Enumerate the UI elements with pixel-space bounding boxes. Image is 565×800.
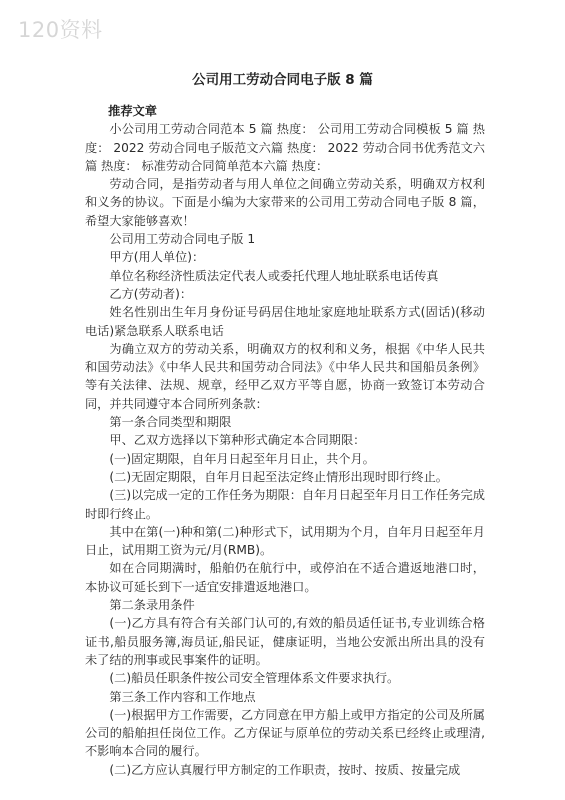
party-b-label: 乙方(劳动者)： (109, 286, 193, 301)
extension-paragraph: 如在合同期满时，船舶仍在航行中，或停泊在不适合遣返地港口时，本协议可延长到下一适宜安排遣返地港口。 (85, 561, 485, 594)
party-b-fields: 姓名性别出生年月身份证号码居住地址家庭地址联系方式(固话)(移动电话)紧急联系人联系电话 (85, 305, 485, 338)
party-a-label: 甲方(用人单位)： (109, 250, 205, 265)
article-1-heading: 第一条合同类型和期限 (109, 415, 232, 430)
article-1-intro: 甲、乙双方选择以下第种形式确定本合同期限： (109, 433, 366, 448)
party-a-fields: 单位名称经济性质法定代表人或委托代理人地址联系电话传真 (109, 268, 439, 283)
contract-subtitle: 公司用工劳动合同电子版 1 (109, 232, 256, 247)
article-3-heading: 第三条工作内容和工作地点 (109, 689, 256, 704)
article-1-item-3: (三)以完成一定的工作任务为期限：自年月日起至年月日工作任务完成时即行终止。 (85, 488, 485, 521)
intro-paragraph: 劳动合同，是指劳动者与用人单位之间确立劳动关系，明确双方权利和义务的协议。下面是小编为大家带来的公司用工劳动合同电子版 8 篇，希望大家能够喜欢！ (85, 177, 485, 228)
article-2-item-2: (二)船员任职条件按公司安全管理体系文件要求执行。 (109, 671, 400, 686)
watermark-logo: 120资料 (18, 18, 103, 42)
document-title: 公司用工劳动合同电子版 8 篇 (192, 72, 373, 88)
article-1-item-1: (一)固定期限，自年月日起至年月日止，共个月。 (109, 451, 375, 466)
probation-paragraph: 其中在第(一)种和第(二)种形式下，试用期为个月，自年月日起至年月日止，试用期工资为元/月(RMB)。 (85, 524, 485, 558)
article-1-item-2: (二)无固定期限，自年月日起至法定终止情形出现时即行终止。 (109, 469, 448, 484)
article-2-item-1: (一)乙方具有符合有关部门认可的,有效的船员适任证书,专业训练合格证书,船员服务簿,海员证,船民证，健康证明，当地公安派出所出具的没有未了结的刑事或民事案件的证明。 (85, 616, 485, 667)
document-body (85, 102, 485, 779)
article-2-heading: 第二条录用条件 (109, 598, 195, 613)
article-3-item-2: (二)乙方应认真履行甲方制定的工作职责，按时、按质、按量完成 (109, 762, 461, 777)
article-3-item-1: (一)根据甲方工作需要，乙方同意在甲方船上或甲方指定的公司及所属公司的船舶担任岗位工作。乙方保证与原单位的劳动关系已经终止或理清,不影响本合同的履行。 (85, 707, 485, 759)
preamble-paragraph: 为确立双方的劳动关系，明确双方的权利和义务，根据《中华人民共和国劳动法》《中华人民共和国劳动合同法》《中华人民共和国船员条例》等有关法律、法规、规章，经甲乙双方平等自愿，协商一致签订本劳动合同，并共同遵守本合同所列条款： (85, 341, 485, 411)
recommended-heading: 推荐文章 (108, 104, 157, 118)
recommended-links-paragraph: 小公司用工劳动合同范本 5 篇 热度： 公司用工劳动合同模板 5 篇 热度： 2022 劳动合同电子版范文六篇 热度： 2022 劳动合同书优秀范文六篇 热度： 标准劳动合同简单范本六篇 热度： (85, 122, 485, 173)
